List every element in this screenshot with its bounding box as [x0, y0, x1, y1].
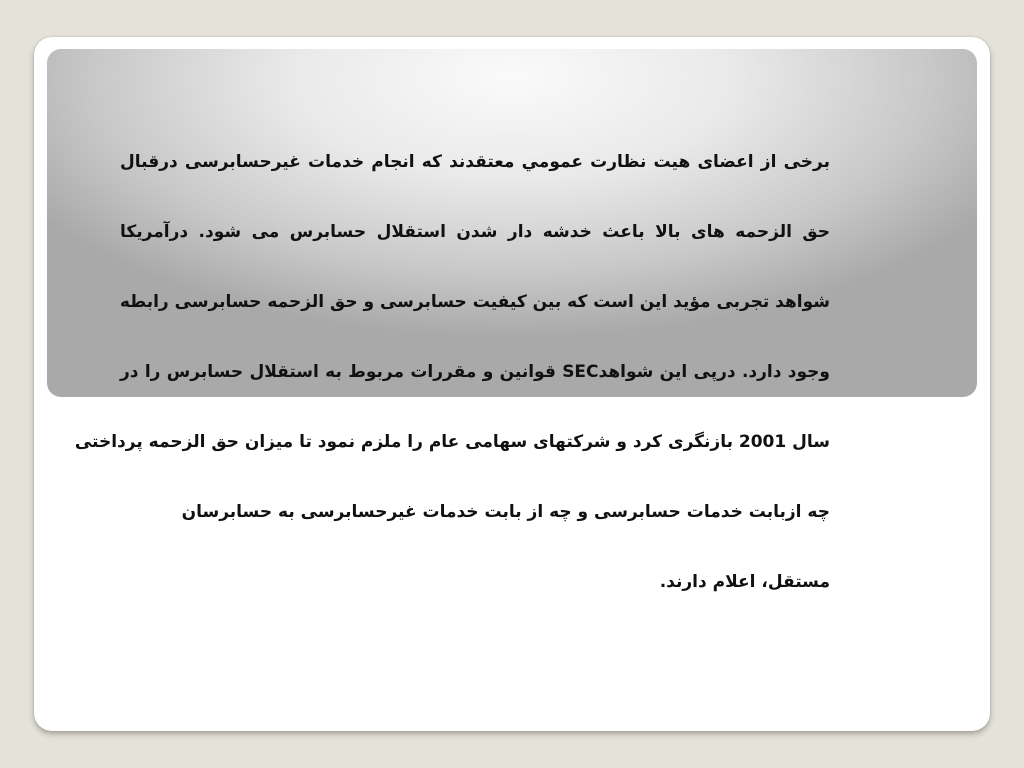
- text-line-4: وجود دارد. درپی این شواهدSEC قوانین و مقررات مربوط به استقلال حسابرس را در: [120, 362, 830, 382]
- text-line-2: حق الزحمه های بالا باعث خدشه دار شدن استقلال حسابرس می شود. درآمریکا: [120, 222, 830, 242]
- text-line-1: برخی از اعضای هیت نظارت عمومي معتقدند که انجام خدمات غیرحسابرسی درقبال: [120, 152, 830, 172]
- slide-paragraph: [74, 137, 830, 627]
- text-line-3: شواهد تجربی مؤید این است که بین کیفیت حسابرسی و حق الزحمه حسابرسی رابطه: [119, 292, 830, 312]
- text-line-6: چه ازبابت خدمات حسابرسی و چه از بابت خدمات غیرحسابرسی به حسابرسان: [181, 502, 830, 522]
- text-line-7: مستقل، اعلام دارند.: [659, 572, 830, 592]
- slide-card: [34, 37, 990, 731]
- text-line-5: سال 2001 بازنگری کرد و شرکتهای سهامی عام را ملزم نمود تا میزان حق الزحمه پرداختی: [74, 432, 830, 452]
